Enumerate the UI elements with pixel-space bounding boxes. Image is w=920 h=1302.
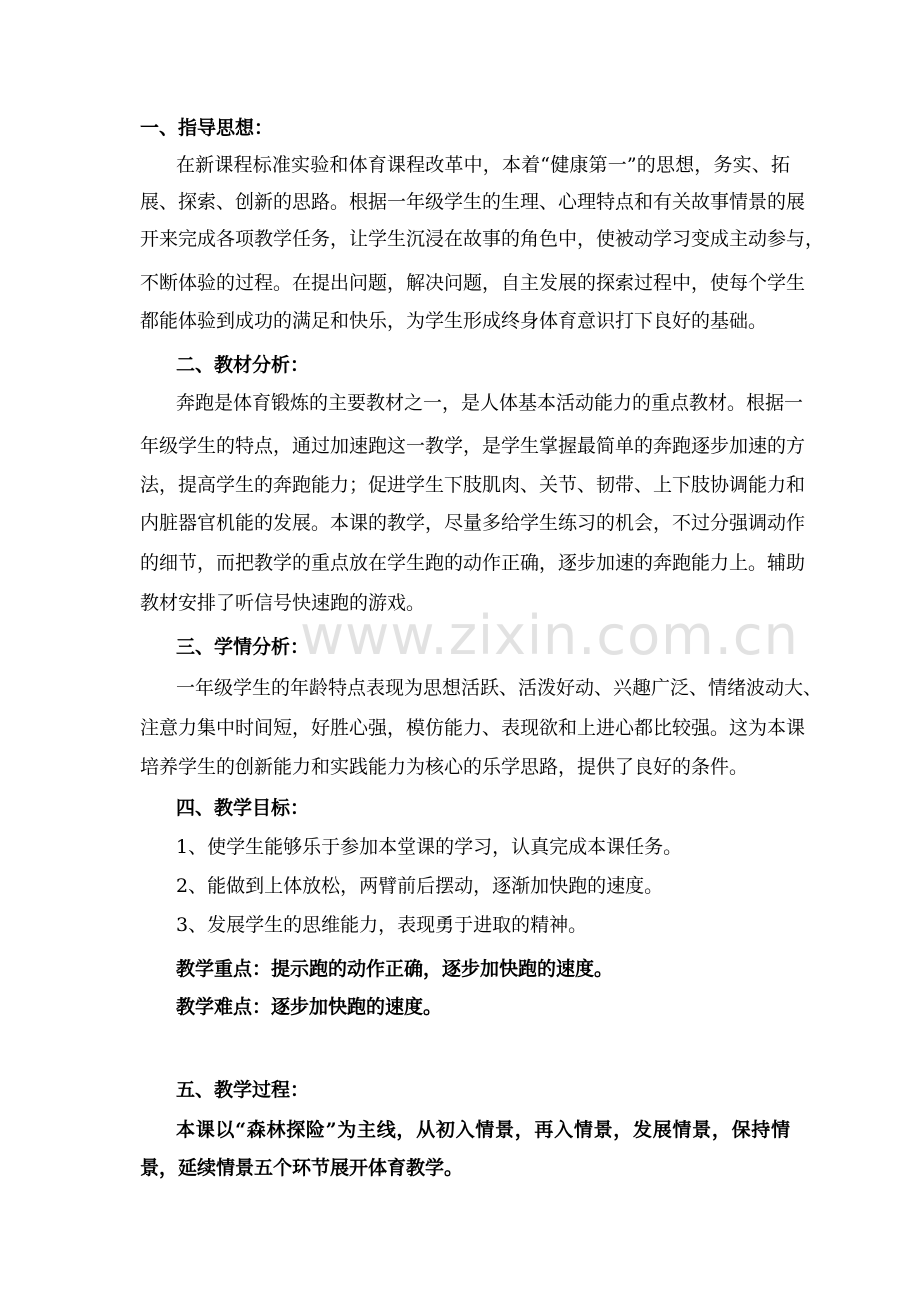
goal-item: 1、使学生能够乐于参加本堂课的学习，认真完成本课任务。	[176, 836, 683, 858]
key-point: 教学重点：提示跑的动作正确，逐步加快跑的速度。	[176, 958, 614, 980]
section-2-line: 的细节，而把教学的重点放在学生跑的动作正确，逐步加速的奔跑能力上。辅助	[140, 552, 806, 574]
section-2-line: 奔跑是体育锻炼的主要教材之一，是人体基本活动能力的重点教材。根据一	[176, 392, 804, 414]
section-3-line: 一年级学生的年龄特点表现为思想活跃、活泼好动、兴趣广泛、情绪波动大、	[176, 677, 823, 699]
section-5-line: 本课以“森林探险”为主线，从初入情景，再入情景，发展情景，保持情	[176, 1119, 790, 1141]
goal-item: 3、发展学生的思维能力，表现勇于进取的精神。	[176, 914, 588, 936]
difficulty: 教学难点：逐步加快跑的速度。	[176, 996, 443, 1018]
section-1-line: 都能体验到成功的满足和快乐，为学生形成终身体育意识打下良好的基础。	[140, 310, 768, 332]
watermark: www.zixin.com.cn	[300, 604, 799, 667]
section-2-line: 教材安排了听信号快速跑的游戏。	[140, 592, 426, 614]
section-3-line: 注意力集中时间短，好胜心强，模仿能力、表现欲和上进心都比较强。这为本课	[140, 717, 806, 739]
section-1-line: 不断体验的过程。在提出问题，解决问题，自主发展的探索过程中，使每个学生	[140, 272, 806, 294]
section-3-heading: 三、学情分析：	[176, 636, 310, 658]
section-2-heading: 二、教材分析：	[176, 354, 310, 376]
section-1-heading: 一、指导思想：	[140, 117, 274, 139]
section-5-heading: 五、教学过程：	[176, 1079, 310, 1101]
section-5-line: 景，延续情景五个环节展开体育教学。	[140, 1157, 464, 1179]
section-4-heading: 四、教学目标：	[176, 797, 310, 819]
section-2-line: 内脏器官机能的发展。本课的教学，尽量多给学生练习的机会，不过分强调动作	[140, 512, 806, 534]
section-1-line: 在新课程标准实验和体育课程改革中，本着“健康第一”的思想，务实、拓	[176, 154, 790, 176]
goal-item: 2、能做到上体放松，两臂前后摆动，逐渐加快跑的速度。	[176, 875, 664, 897]
section-2-line: 年级学生的特点，通过加速跑这一教学，是学生掌握最简单的奔跑逐步加速的方	[140, 435, 806, 457]
section-2-line: 法，提高学生的奔跑能力；促进学生下肢肌肉、关节、韧带、上下肢协调能力和	[140, 474, 806, 496]
section-1-line: 展、探索、创新的思路。根据一年级学生的生理、心理特点和有关故事情景的展	[140, 191, 806, 213]
section-3-line: 培养学生的创新能力和实践能力为核心的乐学思路，提供了良好的条件。	[140, 756, 749, 778]
section-1-line: 开来完成各项教学任务，让学生沉浸在故事的角色中，使被动学习变成主动参与，	[140, 228, 825, 250]
